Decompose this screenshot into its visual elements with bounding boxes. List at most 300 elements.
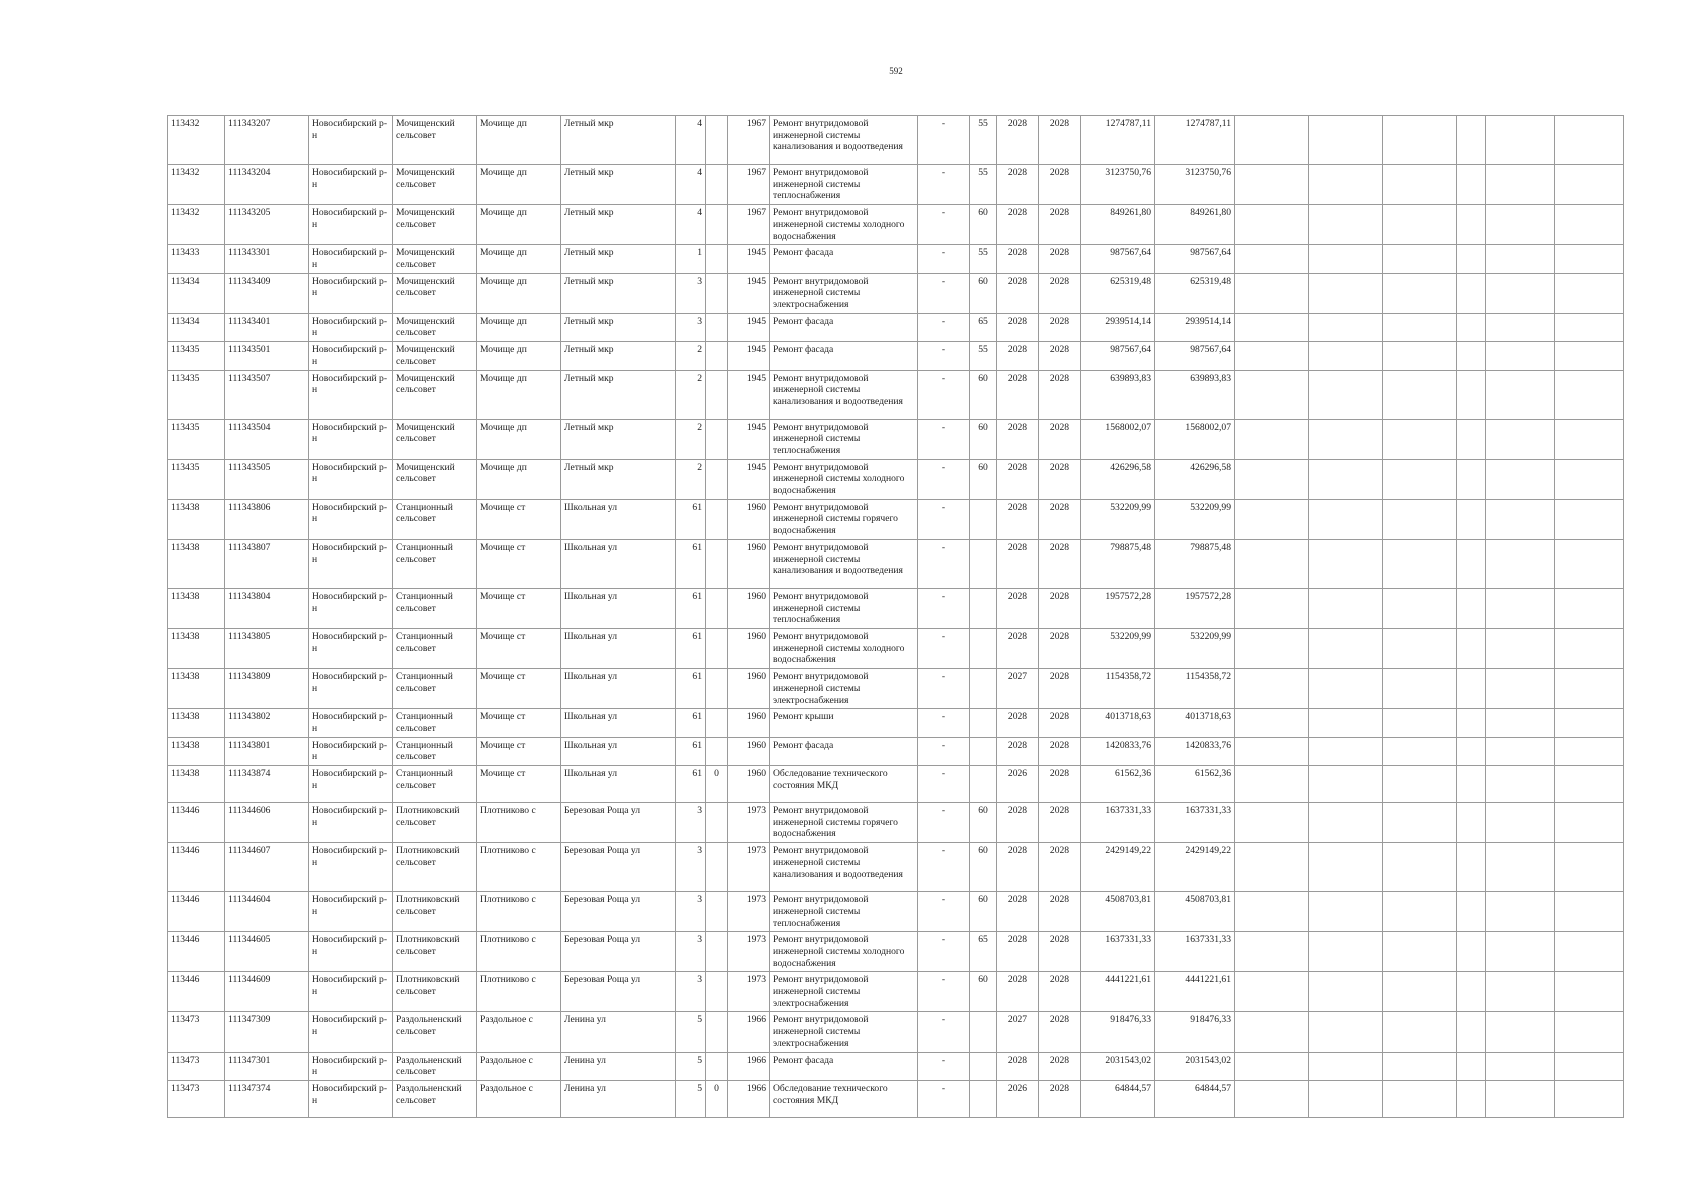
cell-street: Ленина ул	[561, 1052, 676, 1080]
cell-wear-percent	[970, 766, 997, 803]
cell-empty	[1457, 273, 1486, 313]
table-row	[168, 1080, 1624, 1117]
cell-empty	[1309, 419, 1383, 459]
cell-work-type: Ремонт внутридомовой инженерной системы холодного водоснабжения	[770, 932, 918, 972]
cell-building-number	[706, 539, 728, 588]
table-row	[168, 370, 1624, 419]
cell-wear-percent: 60	[970, 370, 997, 419]
cell-work-id: 111343505	[225, 459, 309, 499]
cell-empty	[1486, 313, 1555, 341]
cell-record-id: 113435	[168, 459, 225, 499]
cell-empty	[1383, 628, 1457, 668]
cell-empty	[1457, 245, 1486, 273]
cell-cost: 2939514,14	[1081, 313, 1155, 341]
cell-wear-percent: 60	[970, 892, 997, 932]
cell-building-number: 0	[706, 766, 728, 803]
cell-year-end: 2028	[1039, 273, 1081, 313]
cell-settlement: Мочище дп	[477, 116, 561, 165]
cell-empty	[1309, 588, 1383, 628]
cell-municipality: Мочищенский сельсовет	[393, 205, 477, 245]
cell-work-type: Ремонт внутридомовой инженерной системы канализования и водоотведения	[770, 843, 918, 892]
cell-empty	[1235, 419, 1309, 459]
cell-empty	[1555, 709, 1624, 737]
cell-empty	[1309, 1080, 1383, 1117]
cell-empty	[1457, 972, 1486, 1012]
cell-empty	[1486, 628, 1555, 668]
cell-year-built: 1945	[728, 245, 770, 273]
cell-year-built: 1960	[728, 539, 770, 588]
cell-year-built: 1945	[728, 419, 770, 459]
cell-empty	[1235, 1012, 1309, 1052]
cell-district: Новосибирский р-н	[309, 709, 393, 737]
cell-empty	[1457, 459, 1486, 499]
cell-year-end: 2028	[1039, 342, 1081, 370]
cell-empty	[1486, 245, 1555, 273]
cell-empty	[1383, 972, 1457, 1012]
cell-cost-total: 4441221,61	[1155, 972, 1235, 1012]
cell-year-end: 2028	[1039, 843, 1081, 892]
cell-district: Новосибирский р-н	[309, 313, 393, 341]
cell-empty	[1555, 1012, 1624, 1052]
cell-building-number	[706, 273, 728, 313]
cell-district: Новосибирский р-н	[309, 165, 393, 205]
cell-settlement: Мочище дп	[477, 245, 561, 273]
cell-house-number: 61	[676, 766, 706, 803]
cell-street: Школьная ул	[561, 669, 676, 709]
cell-dash: -	[918, 539, 970, 588]
cell-year-built: 1966	[728, 1080, 770, 1117]
cell-empty	[1235, 459, 1309, 499]
cell-street: Школьная ул	[561, 588, 676, 628]
cell-empty	[1235, 116, 1309, 165]
cell-wear-percent	[970, 669, 997, 709]
cell-year-planned: 2028	[997, 972, 1039, 1012]
cell-work-type: Ремонт внутридомовой инженерной системы холодного водоснабжения	[770, 628, 918, 668]
cell-settlement: Мочище ст	[477, 766, 561, 803]
table-row	[168, 313, 1624, 341]
cell-dash: -	[918, 766, 970, 803]
cell-empty	[1555, 419, 1624, 459]
cell-municipality: Раздольненский сельсовет	[393, 1012, 477, 1052]
cell-settlement: Мочище ст	[477, 499, 561, 539]
cell-work-id: 111343401	[225, 313, 309, 341]
cell-empty	[1555, 342, 1624, 370]
cell-dash: -	[918, 370, 970, 419]
cell-cost-total: 426296,58	[1155, 459, 1235, 499]
cell-empty	[1383, 539, 1457, 588]
cell-cost: 1154358,72	[1081, 669, 1155, 709]
cell-empty	[1457, 539, 1486, 588]
cell-year-end: 2028	[1039, 419, 1081, 459]
cell-record-id: 113435	[168, 342, 225, 370]
cell-empty	[1486, 273, 1555, 313]
cell-cost: 918476,33	[1081, 1012, 1155, 1052]
cell-cost: 3123750,76	[1081, 165, 1155, 205]
cell-house-number: 3	[676, 892, 706, 932]
cell-work-type: Обследование технического состояния МКД	[770, 1080, 918, 1117]
table-row	[168, 972, 1624, 1012]
cell-wear-percent: 60	[970, 205, 997, 245]
cell-wear-percent: 60	[970, 273, 997, 313]
cell-empty	[1235, 205, 1309, 245]
cell-work-type: Ремонт внутридомовой инженерной системы электроснабжения	[770, 1012, 918, 1052]
cell-record-id: 113435	[168, 419, 225, 459]
cell-cost-total: 1637331,33	[1155, 803, 1235, 843]
cell-empty	[1555, 588, 1624, 628]
cell-year-end: 2028	[1039, 116, 1081, 165]
cell-year-planned: 2028	[997, 370, 1039, 419]
cell-work-id: 111343501	[225, 342, 309, 370]
cell-house-number: 5	[676, 1080, 706, 1117]
cell-cost: 64844,57	[1081, 1080, 1155, 1117]
page-number: 592	[889, 66, 903, 76]
cell-work-id: 111347374	[225, 1080, 309, 1117]
table-row	[168, 165, 1624, 205]
cell-cost-total: 532209,99	[1155, 499, 1235, 539]
cell-work-type: Ремонт внутридомовой инженерной системы канализования и водоотведения	[770, 370, 918, 419]
cell-year-built: 1960	[728, 766, 770, 803]
cell-empty	[1309, 1052, 1383, 1080]
cell-cost: 2031543,02	[1081, 1052, 1155, 1080]
cell-work-id: 111343409	[225, 273, 309, 313]
cell-settlement: Мочище ст	[477, 709, 561, 737]
cell-municipality: Станционный сельсовет	[393, 588, 477, 628]
cell-work-id: 111343804	[225, 588, 309, 628]
cell-district: Новосибирский р-н	[309, 932, 393, 972]
cell-empty	[1457, 313, 1486, 341]
cell-house-number: 61	[676, 539, 706, 588]
cell-cost-total: 1568002,07	[1155, 419, 1235, 459]
cell-wear-percent: 55	[970, 116, 997, 165]
cell-wear-percent	[970, 1012, 997, 1052]
cell-year-planned: 2028	[997, 737, 1039, 765]
cell-dash: -	[918, 588, 970, 628]
cell-year-end: 2028	[1039, 459, 1081, 499]
cell-empty	[1555, 843, 1624, 892]
cell-district: Новосибирский р-н	[309, 892, 393, 932]
cell-dash: -	[918, 499, 970, 539]
cell-district: Новосибирский р-н	[309, 245, 393, 273]
table-row	[168, 932, 1624, 972]
cell-work-id: 111347309	[225, 1012, 309, 1052]
cell-empty	[1309, 116, 1383, 165]
cell-empty	[1457, 205, 1486, 245]
cell-year-end: 2028	[1039, 370, 1081, 419]
cell-empty	[1235, 588, 1309, 628]
cell-record-id: 113433	[168, 245, 225, 273]
cell-year-end: 2028	[1039, 892, 1081, 932]
cell-work-id: 111343806	[225, 499, 309, 539]
cell-empty	[1457, 116, 1486, 165]
cell-empty	[1486, 803, 1555, 843]
cell-building-number	[706, 459, 728, 499]
table-row	[168, 669, 1624, 709]
cell-empty	[1383, 499, 1457, 539]
cell-work-type: Обследование технического состояния МКД	[770, 766, 918, 803]
cell-empty	[1555, 766, 1624, 803]
cell-settlement: Мочище дп	[477, 313, 561, 341]
cell-street: Летный мкр	[561, 273, 676, 313]
cell-empty	[1235, 628, 1309, 668]
cell-year-end: 2028	[1039, 737, 1081, 765]
cell-house-number: 61	[676, 669, 706, 709]
cell-district: Новосибирский р-н	[309, 1080, 393, 1117]
cell-year-end: 2028	[1039, 1080, 1081, 1117]
cell-settlement: Мочище дп	[477, 342, 561, 370]
cell-record-id: 113446	[168, 932, 225, 972]
cell-empty	[1235, 165, 1309, 205]
cell-work-id: 111344604	[225, 892, 309, 932]
cell-building-number	[706, 1052, 728, 1080]
cell-settlement: Мочище ст	[477, 628, 561, 668]
table-row	[168, 539, 1624, 588]
cell-year-end: 2028	[1039, 709, 1081, 737]
cell-work-type: Ремонт внутридомовой инженерной системы теплоснабжения	[770, 165, 918, 205]
cell-settlement: Плотниково с	[477, 892, 561, 932]
cell-year-planned: 2028	[997, 499, 1039, 539]
cell-dash: -	[918, 892, 970, 932]
cell-street: Ленина ул	[561, 1080, 676, 1117]
cell-municipality: Плотниковский сельсовет	[393, 843, 477, 892]
cell-empty	[1383, 1012, 1457, 1052]
cell-empty	[1486, 843, 1555, 892]
cell-year-planned: 2028	[997, 628, 1039, 668]
cell-year-planned: 2027	[997, 669, 1039, 709]
cell-empty	[1309, 165, 1383, 205]
cell-empty	[1235, 1080, 1309, 1117]
cell-empty	[1235, 313, 1309, 341]
cell-empty	[1235, 737, 1309, 765]
cell-empty	[1457, 709, 1486, 737]
cell-cost-total: 1420833,76	[1155, 737, 1235, 765]
cell-empty	[1457, 892, 1486, 932]
cell-work-type: Ремонт внутридомовой инженерной системы холодного водоснабжения	[770, 205, 918, 245]
cell-cost: 798875,48	[1081, 539, 1155, 588]
cell-cost: 1637331,33	[1081, 803, 1155, 843]
cell-building-number	[706, 737, 728, 765]
cell-record-id: 113438	[168, 499, 225, 539]
cell-settlement: Мочище ст	[477, 669, 561, 709]
table-row	[168, 737, 1624, 765]
cell-empty	[1383, 803, 1457, 843]
table-row	[168, 1012, 1624, 1052]
cell-empty	[1486, 116, 1555, 165]
cell-year-built: 1973	[728, 892, 770, 932]
cell-street: Летный мкр	[561, 370, 676, 419]
cell-building-number	[706, 972, 728, 1012]
cell-year-built: 1973	[728, 932, 770, 972]
cell-house-number: 2	[676, 342, 706, 370]
cell-empty	[1486, 499, 1555, 539]
cell-cost: 1420833,76	[1081, 737, 1155, 765]
cell-building-number	[706, 588, 728, 628]
cell-empty	[1486, 165, 1555, 205]
cell-dash: -	[918, 709, 970, 737]
cell-year-end: 2028	[1039, 165, 1081, 205]
cell-year-end: 2028	[1039, 499, 1081, 539]
cell-cost-total: 532209,99	[1155, 628, 1235, 668]
cell-cost-total: 3123750,76	[1155, 165, 1235, 205]
cell-year-built: 1967	[728, 116, 770, 165]
cell-house-number: 2	[676, 370, 706, 419]
cell-record-id: 113434	[168, 273, 225, 313]
cell-dash: -	[918, 972, 970, 1012]
cell-building-number	[706, 165, 728, 205]
cell-dash: -	[918, 116, 970, 165]
cell-wear-percent: 65	[970, 313, 997, 341]
cell-dash: -	[918, 1052, 970, 1080]
cell-empty	[1457, 1052, 1486, 1080]
cell-district: Новосибирский р-н	[309, 116, 393, 165]
cell-work-id: 111343207	[225, 116, 309, 165]
cell-empty	[1486, 459, 1555, 499]
cell-house-number: 5	[676, 1052, 706, 1080]
cell-year-planned: 2028	[997, 1052, 1039, 1080]
cell-record-id: 113438	[168, 539, 225, 588]
cell-building-number	[706, 1012, 728, 1052]
cell-street: Школьная ул	[561, 539, 676, 588]
cell-record-id: 113446	[168, 972, 225, 1012]
cell-empty	[1555, 499, 1624, 539]
cell-empty	[1555, 313, 1624, 341]
cell-year-planned: 2028	[997, 843, 1039, 892]
cell-work-id: 111343809	[225, 669, 309, 709]
cell-cost-total: 639893,83	[1155, 370, 1235, 419]
cell-empty	[1486, 588, 1555, 628]
cell-empty	[1383, 165, 1457, 205]
cell-house-number: 61	[676, 499, 706, 539]
cell-wear-percent	[970, 737, 997, 765]
cell-empty	[1555, 539, 1624, 588]
cell-street: Школьная ул	[561, 737, 676, 765]
cell-cost-total: 625319,48	[1155, 273, 1235, 313]
cell-cost: 1274787,11	[1081, 116, 1155, 165]
cell-street: Школьная ул	[561, 766, 676, 803]
cell-cost-total: 987567,64	[1155, 342, 1235, 370]
cell-dash: -	[918, 419, 970, 459]
cell-empty	[1486, 972, 1555, 1012]
cell-district: Новосибирский р-н	[309, 499, 393, 539]
cell-year-built: 1967	[728, 205, 770, 245]
table-row	[168, 766, 1624, 803]
cell-wear-percent	[970, 709, 997, 737]
cell-dash: -	[918, 1012, 970, 1052]
cell-street: Летный мкр	[561, 116, 676, 165]
cell-year-built: 1945	[728, 459, 770, 499]
cell-work-id: 111343507	[225, 370, 309, 419]
cell-work-type: Ремонт внутридомовой инженерной системы канализования и водоотведения	[770, 539, 918, 588]
cell-work-id: 111343801	[225, 737, 309, 765]
cell-cost-total: 1637331,33	[1155, 932, 1235, 972]
cell-record-id: 113446	[168, 803, 225, 843]
cell-year-built: 1960	[728, 499, 770, 539]
cell-municipality: Плотниковский сельсовет	[393, 972, 477, 1012]
cell-year-planned: 2026	[997, 1080, 1039, 1117]
cell-house-number: 2	[676, 419, 706, 459]
cell-cost-total: 1957572,28	[1155, 588, 1235, 628]
cell-work-id: 111343205	[225, 205, 309, 245]
cell-empty	[1383, 669, 1457, 709]
cell-settlement: Раздольное с	[477, 1012, 561, 1052]
cell-house-number: 4	[676, 116, 706, 165]
cell-municipality: Станционный сельсовет	[393, 628, 477, 668]
cell-wear-percent	[970, 539, 997, 588]
cell-wear-percent: 60	[970, 419, 997, 459]
cell-district: Новосибирский р-н	[309, 273, 393, 313]
cell-settlement: Плотниково с	[477, 843, 561, 892]
cell-house-number: 1	[676, 245, 706, 273]
cell-year-end: 2028	[1039, 313, 1081, 341]
table-row	[168, 892, 1624, 932]
cell-work-type: Ремонт внутридомовой инженерной системы электроснабжения	[770, 972, 918, 1012]
cell-cost: 1957572,28	[1081, 588, 1155, 628]
cell-empty	[1457, 419, 1486, 459]
cell-cost-total: 61562,36	[1155, 766, 1235, 803]
cell-municipality: Станционный сельсовет	[393, 766, 477, 803]
cell-year-planned: 2028	[997, 205, 1039, 245]
cell-house-number: 61	[676, 588, 706, 628]
cell-year-planned: 2028	[997, 539, 1039, 588]
cell-municipality: Мочищенский сельсовет	[393, 165, 477, 205]
cell-district: Новосибирский р-н	[309, 205, 393, 245]
cell-empty	[1457, 165, 1486, 205]
cell-empty	[1309, 1012, 1383, 1052]
cell-house-number: 4	[676, 205, 706, 245]
cell-empty	[1309, 669, 1383, 709]
cell-empty	[1457, 1012, 1486, 1052]
cell-empty	[1309, 709, 1383, 737]
cell-empty	[1383, 313, 1457, 341]
cell-empty	[1383, 205, 1457, 245]
cell-settlement: Мочище ст	[477, 588, 561, 628]
cell-district: Новосибирский р-н	[309, 1052, 393, 1080]
cell-empty	[1309, 342, 1383, 370]
cell-wear-percent: 55	[970, 165, 997, 205]
cell-cost: 2429149,22	[1081, 843, 1155, 892]
cell-work-id: 111344607	[225, 843, 309, 892]
cell-cost: 532209,99	[1081, 628, 1155, 668]
cell-district: Новосибирский р-н	[309, 539, 393, 588]
cell-year-planned: 2028	[997, 313, 1039, 341]
cell-empty	[1555, 273, 1624, 313]
cell-year-end: 2028	[1039, 972, 1081, 1012]
table-row	[168, 116, 1624, 165]
cell-municipality: Мочищенский сельсовет	[393, 370, 477, 419]
cell-year-built: 1973	[728, 843, 770, 892]
cell-year-planned: 2028	[997, 116, 1039, 165]
cell-house-number: 3	[676, 803, 706, 843]
cell-building-number	[706, 669, 728, 709]
cell-record-id: 113438	[168, 737, 225, 765]
cell-empty	[1309, 459, 1383, 499]
table-row	[168, 205, 1624, 245]
cell-work-type: Ремонт внутридомовой инженерной системы теплоснабжения	[770, 588, 918, 628]
cell-district: Новосибирский р-н	[309, 419, 393, 459]
cell-year-end: 2028	[1039, 205, 1081, 245]
cell-cost-total: 798875,48	[1155, 539, 1235, 588]
cell-empty	[1555, 1080, 1624, 1117]
cell-cost: 1637331,33	[1081, 932, 1155, 972]
cell-wear-percent: 60	[970, 972, 997, 1012]
cell-building-number	[706, 892, 728, 932]
cell-municipality: Станционный сельсовет	[393, 499, 477, 539]
cell-empty	[1457, 1080, 1486, 1117]
cell-settlement: Мочище дп	[477, 165, 561, 205]
cell-municipality: Раздольненский сельсовет	[393, 1052, 477, 1080]
cell-street: Березовая Роща ул	[561, 843, 676, 892]
cell-settlement: Плотниково с	[477, 932, 561, 972]
cell-work-id: 111344606	[225, 803, 309, 843]
